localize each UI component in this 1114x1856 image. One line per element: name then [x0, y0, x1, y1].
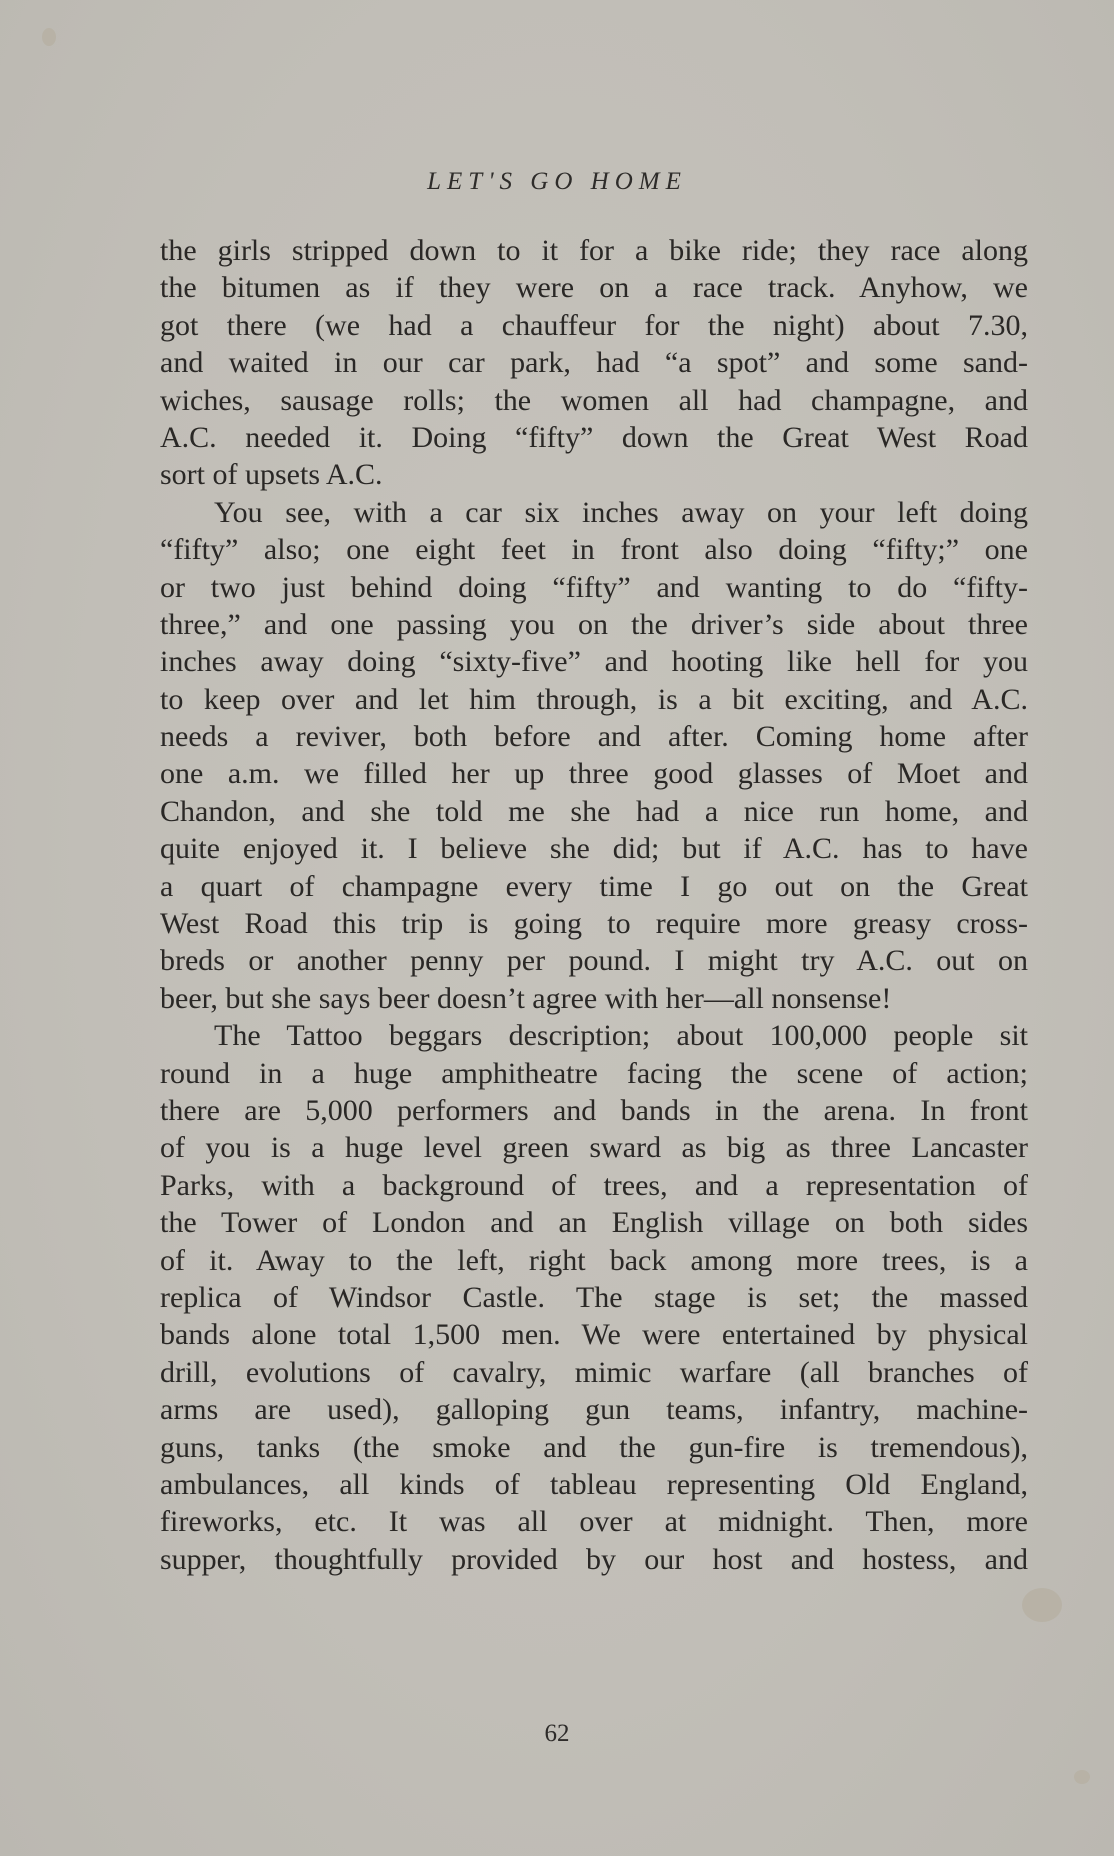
text-line: arms are used), galloping gun teams, infantry, machine-: [160, 1393, 1028, 1427]
text-line: inches away doing “sixty-five” and hooting like hell for you: [160, 645, 1028, 679]
text-line: round in a huge amphitheatre facing the scene of action;: [160, 1056, 1028, 1090]
text-line: sort of upsets A.C.: [160, 458, 383, 492]
text-line: there are 5,000 performers and bands in the arena. In front: [160, 1093, 1028, 1127]
text-line: got there (we had a chauffeur for the night) about 7.30,: [160, 308, 1028, 342]
text-line: of it. Away to the left, right back among more trees, is a: [160, 1243, 1028, 1277]
paper-stain: [1022, 1588, 1062, 1622]
text-line: West Road this trip is going to require more greasy cross-: [160, 907, 1028, 941]
text-line: Parks, with a background of trees, and a representation of: [160, 1168, 1028, 1202]
text-line: A.C. needed it. Doing “fifty” down the Great West Road: [160, 420, 1028, 454]
text-line: Chandon, and she told me she had a nice run home, and: [160, 794, 1028, 828]
text-line: fireworks, etc. It was all over at midnight. Then, more: [160, 1505, 1028, 1539]
text-line: and waited in our car park, had “a spot” and some sand-: [160, 346, 1028, 380]
text-line: needs a reviver, both before and after. Coming home after: [160, 720, 1028, 754]
text-line: beer, but she says beer doesn’t agree with her—all nonsense!: [160, 981, 892, 1015]
text-line: “fifty” also; one eight feet in front also doing “fifty;” one: [160, 533, 1028, 567]
text-line: drill, evolutions of cavalry, mimic warfare (all branches of: [160, 1355, 1028, 1389]
text-line: You see, with a car six inches away on your left doing: [214, 495, 1028, 529]
text-line: three,” and one passing you on the driver’s side about three: [160, 607, 1028, 641]
text-line: or two just behind doing “fifty” and wanting to do “fifty-: [160, 570, 1028, 604]
text-line: the girls stripped down to it for a bike ride; they race along: [160, 234, 1028, 267]
text-line: supper, thoughtfully provided by our host and hostess, and: [160, 1542, 1028, 1576]
paper-stain: [42, 28, 56, 46]
paper-stain: [1074, 1770, 1090, 1784]
text-line: The Tattoo beggars description; about 100,000 people sit: [214, 1019, 1028, 1053]
text-line: of you is a huge level green sward as big as three Lancaster: [160, 1131, 1028, 1165]
text-line: breds or another penny per pound. I might try A.C. out on: [160, 944, 1028, 978]
text-line: ambulances, all kinds of tableau representing Old England,: [160, 1467, 1028, 1501]
text-line: to keep over and let him through, is a bit exciting, and A.C.: [160, 682, 1028, 716]
text-line: guns, tanks (the smoke and the gun-fire is tremendous),: [160, 1430, 1028, 1464]
text-line: replica of Windsor Castle. The stage is set; the massed: [160, 1280, 1028, 1314]
text-line: the Tower of London and an English village on both sides: [160, 1206, 1028, 1240]
text-line: wiches, sausage rolls; the women all had champagne, and: [160, 383, 1028, 417]
page-number: 62: [544, 1720, 570, 1747]
text-line: the bitumen as if they were on a race track. Anyhow, we: [160, 271, 1028, 305]
text-line: quite enjoyed it. I believe she did; but if A.C. has to have: [160, 832, 1028, 866]
running-head: LET'S GO HOME: [427, 168, 687, 195]
text-line: one a.m. we filled her up three good glasses of Moet and: [160, 757, 1028, 791]
text-line: a quart of champagne every time I go out on the Great: [160, 869, 1028, 903]
text-line: bands alone total 1,500 men. We were entertained by physical: [160, 1318, 1028, 1352]
body-text: [160, 232, 1028, 1578]
